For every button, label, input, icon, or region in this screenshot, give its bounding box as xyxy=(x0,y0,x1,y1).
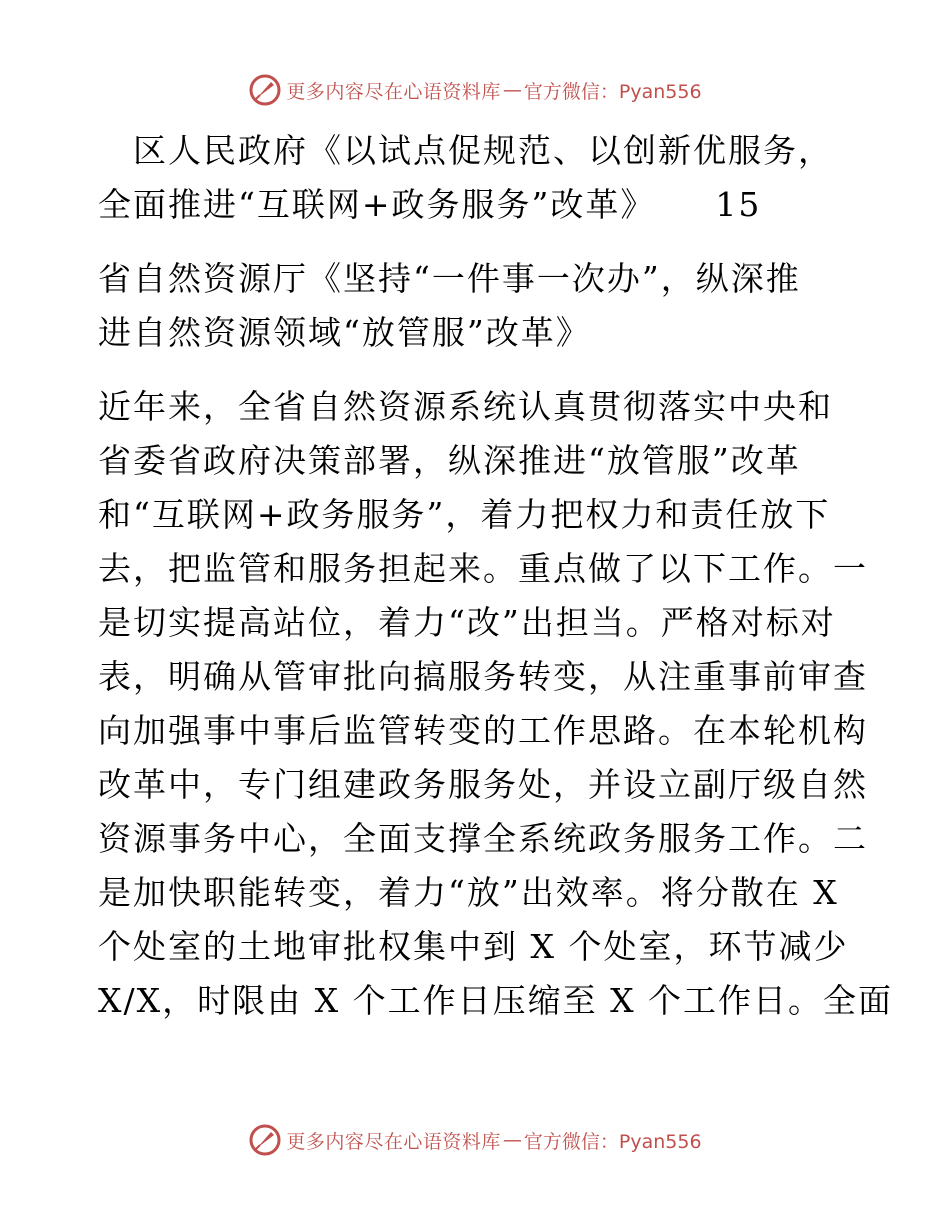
watermark-brand: 更多内容尽在心语资料库 xyxy=(286,80,501,103)
header-watermark xyxy=(0,70,950,110)
watermark-contact: 官方微信：Pyan556 xyxy=(523,1130,702,1153)
text-line: 是加快职能转变，着力“放”出效率。将分散在 X xyxy=(98,873,839,912)
document-body xyxy=(98,124,894,1028)
toc-page-number: 15 xyxy=(715,185,762,224)
paragraph-title-1 xyxy=(98,124,858,232)
text-line: 向加强事中事后监管转变的工作思路。在本轮机构 xyxy=(98,711,868,750)
feather-pen-icon xyxy=(248,73,282,107)
text-line: 省委省政府决策部署，纵深推进“放管服”改革 xyxy=(98,441,801,480)
paragraph-title-2 xyxy=(98,252,858,360)
text-line: X/X，时限由 X 个工作日压缩至 X 个工作日。全面 xyxy=(98,981,894,1020)
watermark-separator: — xyxy=(502,79,522,101)
text-line xyxy=(98,178,858,232)
text-line: 和“互联网+政务服务”，着力把权力和责任放下 xyxy=(98,495,831,534)
footer-watermark xyxy=(0,1120,950,1160)
text-line: 表，明确从管审批向搞服务转变，从注重事前审查 xyxy=(98,657,868,696)
text-line: 去，把监管和服务担起来。重点做了以下工作。一 xyxy=(98,549,868,588)
text-line: 区人民政府《以试点促规范、以创新优服务， xyxy=(98,131,833,170)
text-line: 进自然资源领域“放管服”改革》 xyxy=(98,313,591,352)
text-line: 改革中，专门组建政务服务处，并设立副厅级自然 xyxy=(98,765,868,804)
watermark-separator: — xyxy=(502,1129,522,1151)
paragraph-body xyxy=(98,380,894,1028)
feather-pen-icon xyxy=(248,1123,282,1157)
watermark-brand: 更多内容尽在心语资料库 xyxy=(286,1130,501,1153)
text-line: 资源事务中心，全面支撑全系统政务服务工作。二 xyxy=(98,819,868,858)
text-line: 省自然资源厅《坚持“一件事一次办”，纵深推 xyxy=(98,259,801,298)
text-line: 是切实提高站位，着力“改”出担当。严格对标对 xyxy=(98,603,836,642)
text-line-content: 全面推进“互联网+政务服务”改革》 xyxy=(98,185,656,224)
watermark-contact: 官方微信：Pyan556 xyxy=(523,80,702,103)
text-line: 个处室的土地审批权集中到 X 个处室，环节减少 xyxy=(98,927,849,966)
text-line: 近年来，全省自然资源系统认真贯彻落实中央和 xyxy=(98,387,833,426)
